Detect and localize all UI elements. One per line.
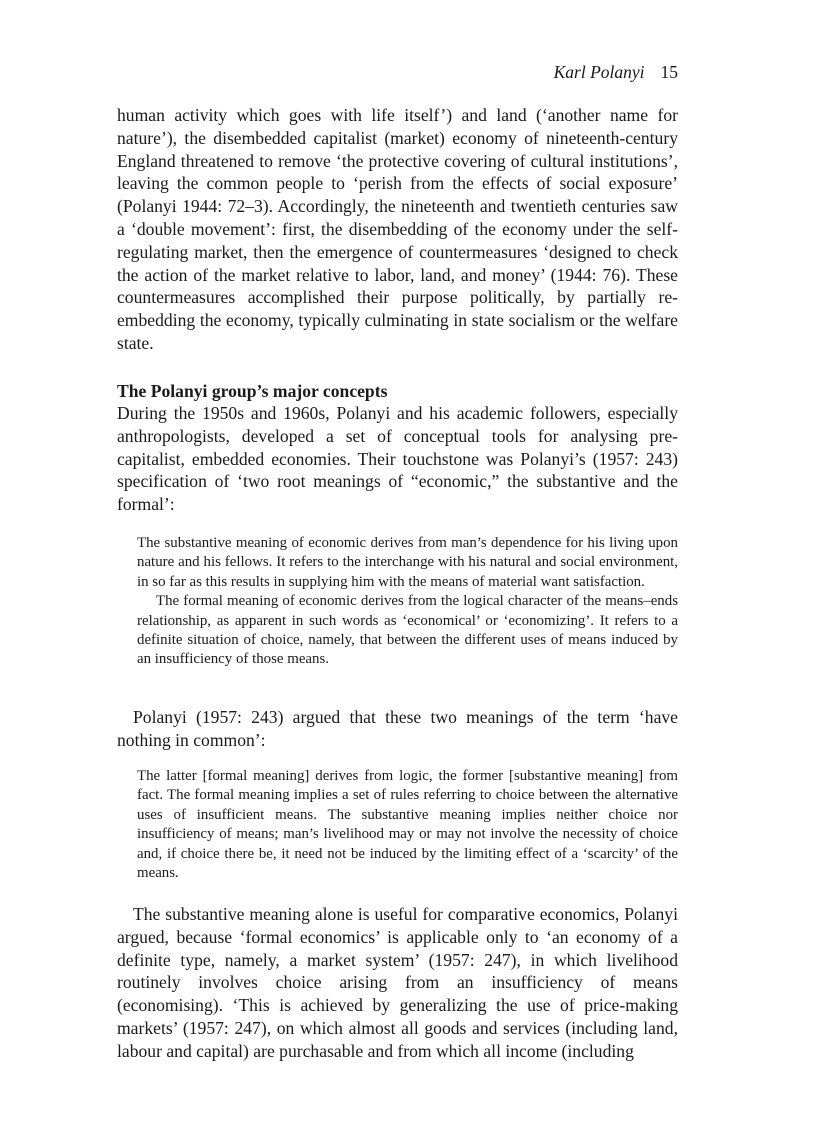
paragraph-3: Polanyi (1957: 243) argued that these two meanings of the term ‘have nothing in common’:	[117, 707, 678, 750]
running-head-title: Karl Polanyi	[553, 62, 645, 82]
paragraph-4: The substantive meaning alone is useful for comparative economics, Polanyi argued, because ‘formal economics’ is applicable only to ‘an economy of a definite type, namely, a market system’ (1957: 247), in which livelihood routinely involves choice arising from an insufficiency of means (economising). ‘This is achieved by generalizing the use of price-making markets’ (1957: 247), on which almost all goods and services (including land, labour and capital) are purchasable and from which all income (including	[117, 904, 678, 1061]
block-quote-2	[137, 767, 678, 883]
paragraph-2: During the 1950s and 1960s, Polanyi and his academic followers, especially anthropologists, developed a set of conceptual tools for analysing pre-capitalist, embedded economies. Their touchstone was Polanyi’s (1957: 243) specification of ‘two root meanings of “economic,” the substantive and the formal’:	[117, 403, 678, 515]
section-heading: The Polanyi group’s major concepts	[117, 381, 388, 401]
paragraph-1: human activity which goes with life itself’) and land (‘another name for nature’), the disembedded capitalist (market) economy of nineteenth-century England threatened to remove ‘the protective covering of cultural institutions’, leaving the common people to ‘perish from the effects of social exposure’ (Polanyi 1944: 72–3). Accordingly, the nineteenth and twentieth centuries saw a ‘double movement’: first, the disembedding of the economy under the self-regulating market, then the emergence of countermeasures ‘designed to check the action of the market relative to labor, land, and money’ (1944: 76). These countermeasures accomplished their purpose politically, by partially re-embedding the economy, typically culminating in state socialism or the welfare state.	[117, 105, 678, 353]
running-head	[117, 60, 678, 84]
quote-1-paragraph-b: The formal meaning of economic derives from the logical character of the means–ends relationship, as apparent in such words as ‘economical’ or ‘economizing’. It refers to a definite situation of choice, namely, that between the different uses of means induced by an insufficiency of those means.	[137, 593, 678, 668]
block-quote-1	[137, 534, 678, 670]
quote-1-paragraph-a: The substantive meaning of economic derives from man’s dependence for his living upon nature and his fellows. It refers to the interchange with his natural and social environment, in so far as this results in supplying him with the means of material want satisfaction.	[137, 535, 678, 590]
quote-2-paragraph: The latter [formal meaning] derives from logic, the former [substantive meaning] from fact. The formal meaning implies a set of rules referring to choice between the alternative uses of insufficient means. The substantive meaning implies neither choice nor insufficiency of means; man’s livelihood may or may not involve the necessity of choice and, if choice there be, it need not be induced by the limiting effect of a ‘scarcity’ of the means.	[137, 768, 678, 882]
page-number: 15	[660, 62, 678, 82]
